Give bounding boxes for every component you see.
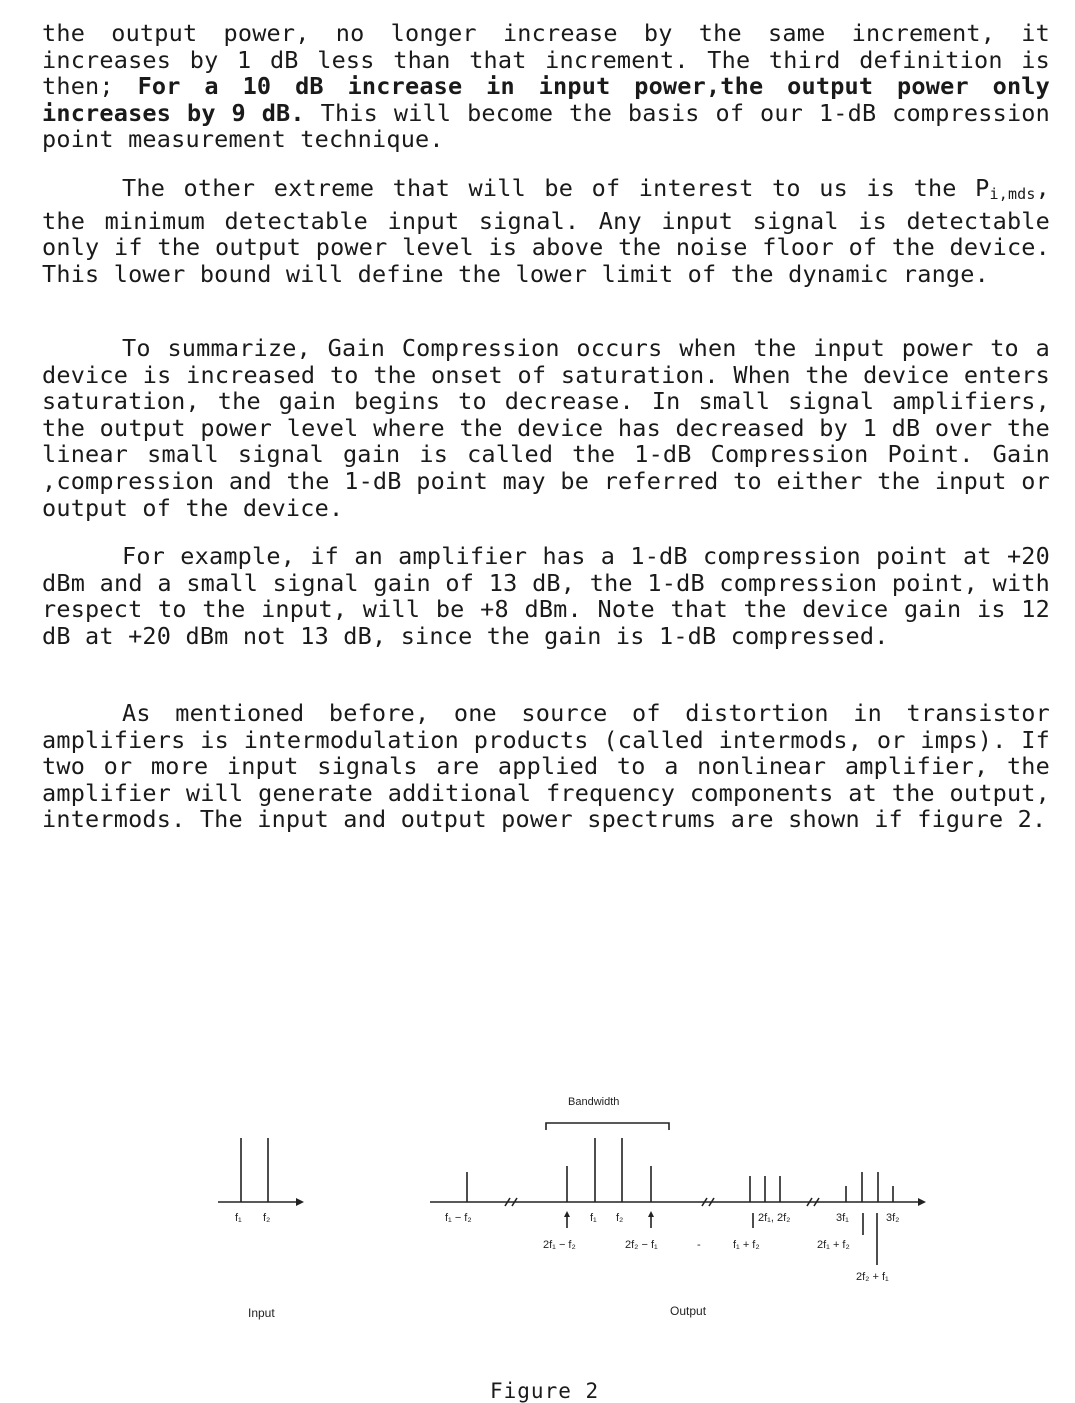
output-f2-label: f₂ — [616, 1212, 624, 1224]
im3-high-pointer-head — [648, 1211, 654, 1217]
output-f1-label: f₁ — [590, 1212, 597, 1224]
im3-sum-low-label: 2f₁ + f₂ — [817, 1239, 850, 1251]
im3-low-pointer-head — [564, 1211, 570, 1217]
paragraph-1-tail: This will become the basis of our 1-dB compression point measurement technique. — [42, 98, 1050, 154]
separator-dash: - — [697, 1239, 701, 1251]
h2-label: 2f₁, 2f₂ — [758, 1212, 791, 1224]
paragraph-4 — [42, 543, 1050, 649]
paragraph-3-text: To summarize, Gain Compression occurs when the input power to a device is increased to the onset of saturation. When the device enters saturation, the gain begins to decrease. In small signal amplifiers, the output power level where the device has decreased by 1 dB over the linear small signal gain is called the 1-dB Compression Point. Gain ,compression and the 1-dB point may be referred to either the input or output of the device. — [42, 334, 1050, 522]
paragraph-5 — [42, 700, 1050, 833]
paragraph-2-subscript: i,mds — [989, 185, 1036, 203]
input-f1-label: f₁ — [235, 1212, 242, 1224]
paragraph-1-bold-definition: For a 10 dB increase in input power,the output power only increases by 9 dB. — [42, 72, 1050, 127]
input-caption: Input — [248, 1306, 275, 1320]
output-axis-arrowhead — [918, 1198, 926, 1206]
paragraph-2-after: , the minimum detectable input signal. Any input signal is detectable only if the output power level is above the noise floor of the device. This lower bound will define the lower limit of the dynamic range. — [42, 174, 1050, 288]
paragraph-1 — [42, 20, 1050, 153]
paragraph-2 — [42, 175, 1050, 287]
paragraph-4-text: For example, if an amplifier has a 1-dB compression point at +20 dBm and a small signal gain of 13 dB, the 1-dB compression point, with respect to the input, will be +8 dBm. Note that the device gain is 12 dB at +20 dBm not 13 dB, since the gain is 1-dB compressed. — [42, 542, 1050, 650]
input-f2-label: f₂ — [263, 1212, 271, 1224]
paragraph-5-text: As mentioned before, one source of distortion in transistor amplifiers is intermodulation products (called intermods, or imps). If two or more input signals are applied to a nonlinear amplifier, the amplifier will generate additional frequency components at the output, intermods. The input and output power spectrums are shown if figure 2. — [42, 699, 1050, 834]
diff-label: f₁ − f₂ — [445, 1212, 472, 1224]
h3b-label: 3f₂ — [886, 1212, 900, 1224]
sum-label: f₁ + f₂ — [733, 1239, 760, 1251]
paragraph-3 — [42, 335, 1050, 521]
figure-caption: Figure 2 — [490, 1379, 600, 1403]
im3-low-label: 2f₁ − f₂ — [543, 1239, 576, 1251]
paragraph-1-lead: the output power, no longer increase by the same increment, it increases by 1 dB less than that increment. The third definition is then; — [42, 19, 1050, 101]
im3-high-label: 2f₂ − f₁ — [625, 1239, 658, 1251]
figure-2-spectrum-diagram — [0, 1080, 1075, 1400]
bandwidth-bracket — [546, 1123, 669, 1130]
paragraph-2-before: The other extreme that will be of interest to us is the P — [122, 174, 990, 202]
input-axis-arrowhead — [296, 1198, 304, 1206]
bandwidth-label: Bandwidth — [568, 1096, 620, 1108]
output-caption: Output — [670, 1304, 707, 1318]
im3-sum-high-label: 2f₂ + f₁ — [856, 1271, 889, 1283]
spectrum-diagram-svg — [0, 1080, 1075, 1380]
h3-label: 3f₁ — [836, 1212, 849, 1224]
